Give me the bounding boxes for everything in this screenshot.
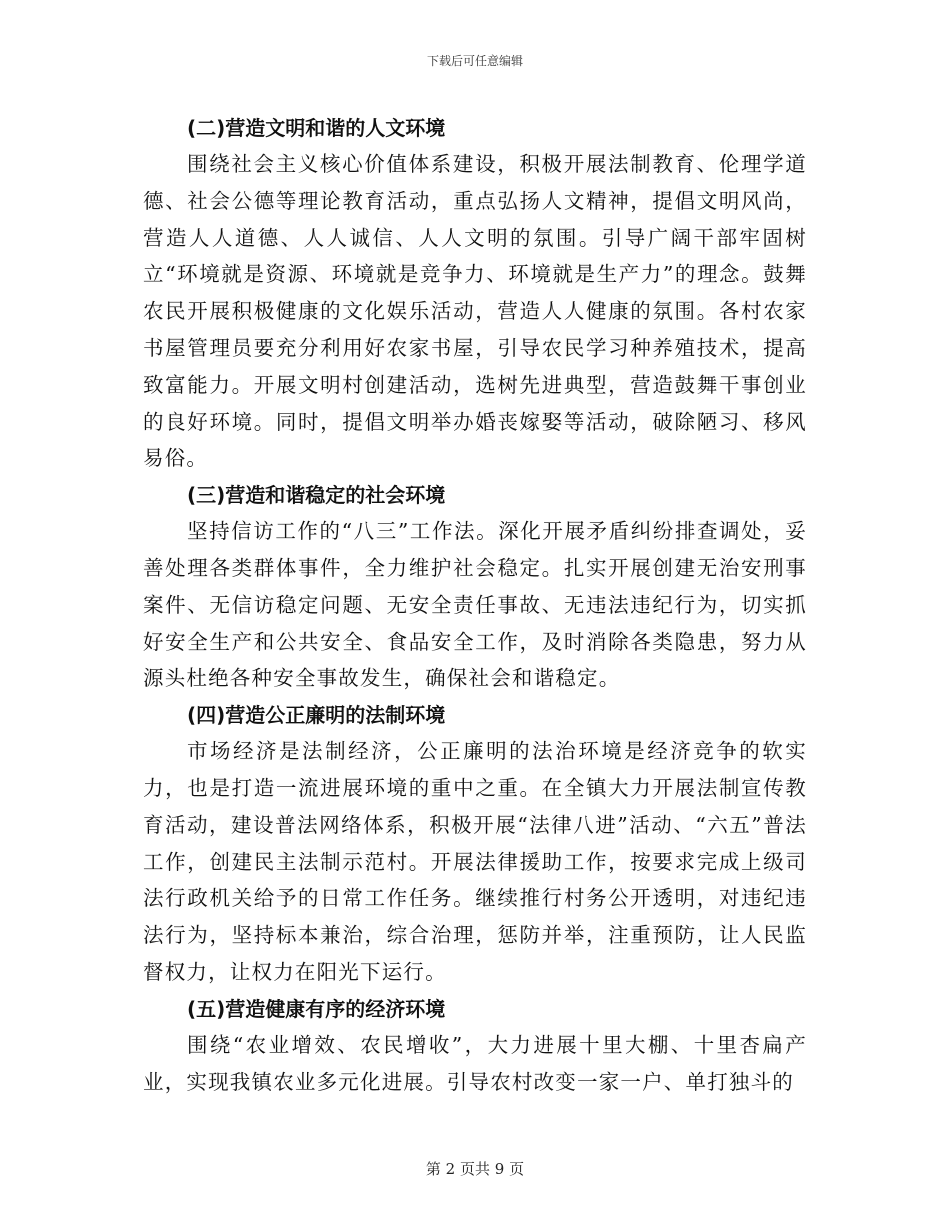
section-2 [143, 110, 807, 477]
section-paragraph: 围绕“农业增效、农民增收”，大力进展十里大棚、十里杏扁产业，实现我镇农业多元化进展。引导农村改变一家一户、单打独斗的 [143, 1032, 807, 1094]
section-heading: (四)营造公正廉明的法制环境 [187, 703, 446, 728]
section-heading: (五)营造健康有序的经济环境 [187, 996, 446, 1021]
section-heading: (三)营造和谐稳定的社会环境 [187, 483, 446, 508]
section-3 [143, 477, 807, 697]
section-heading: (二)营造文明和谐的人文环境 [187, 116, 446, 140]
section-paragraph: 围绕社会主义核心价值体系建设，积极开展法制教育、伦理学道德、社会公德等理论教育活动，重点弘扬人文精神，提倡文明风尚，营造人人道德、人人诚信、人人文明的氛围。引导广阔干部牢固树立“环境就是资源、环境就是竞争力、环境就是生产力”的理念。鼓舞农民开展积极健康的文化娱乐活动，营造人人健康的氛围。各村农家书屋管理员要充分利用好农家书屋，引导农民学习种养殖技术，提高致富能力。开展文明村创建活动，选树先进典型，营造鼓舞干事创业的良好环境。同时，提倡文明举办婚丧嫁娶等活动，破除陋习、移风易俗。 [143, 152, 807, 471]
section-4 [143, 697, 807, 991]
document-body [143, 110, 807, 1100]
section-5 [143, 991, 807, 1101]
section-paragraph: 市场经济是法制经济，公正廉明的法治环境是经济竞争的软实力，也是打造一流进展环境的重中之重。在全镇大力开展法制宣传教育活动，建设普法网络体系，积极开展“法律八进”活动、“六五”普法工作，创建民主法制示范村。开展法律援助工作，按要求完成上级司法行政机关给予的日常工作任务。继续推行村务公开透明，对违纪违法行为，坚持标本兼治，综合治理，惩防并举，注重预防，让人民监督权力，让权力在阳光下运行。 [143, 739, 807, 984]
page-header: 下载后可任意编辑 [426, 54, 523, 68]
page-footer: 第 2 页共 9 页 [425, 1160, 525, 1178]
section-paragraph: 坚持信访工作的“八三”工作法。深化开展矛盾纠纷排查调处，妥善处理各类群体事件，全力维护社会稳定。扎实开展创建无治安刑事案件、无信访稳定问题、无安全责任事故、无违法违纪行为，切实抓好安全生产和公共安全、食品安全工作，及时消除各类隐患，努力从源头杜绝各种安全事故发生，确保社会和谐稳定。 [143, 519, 807, 691]
